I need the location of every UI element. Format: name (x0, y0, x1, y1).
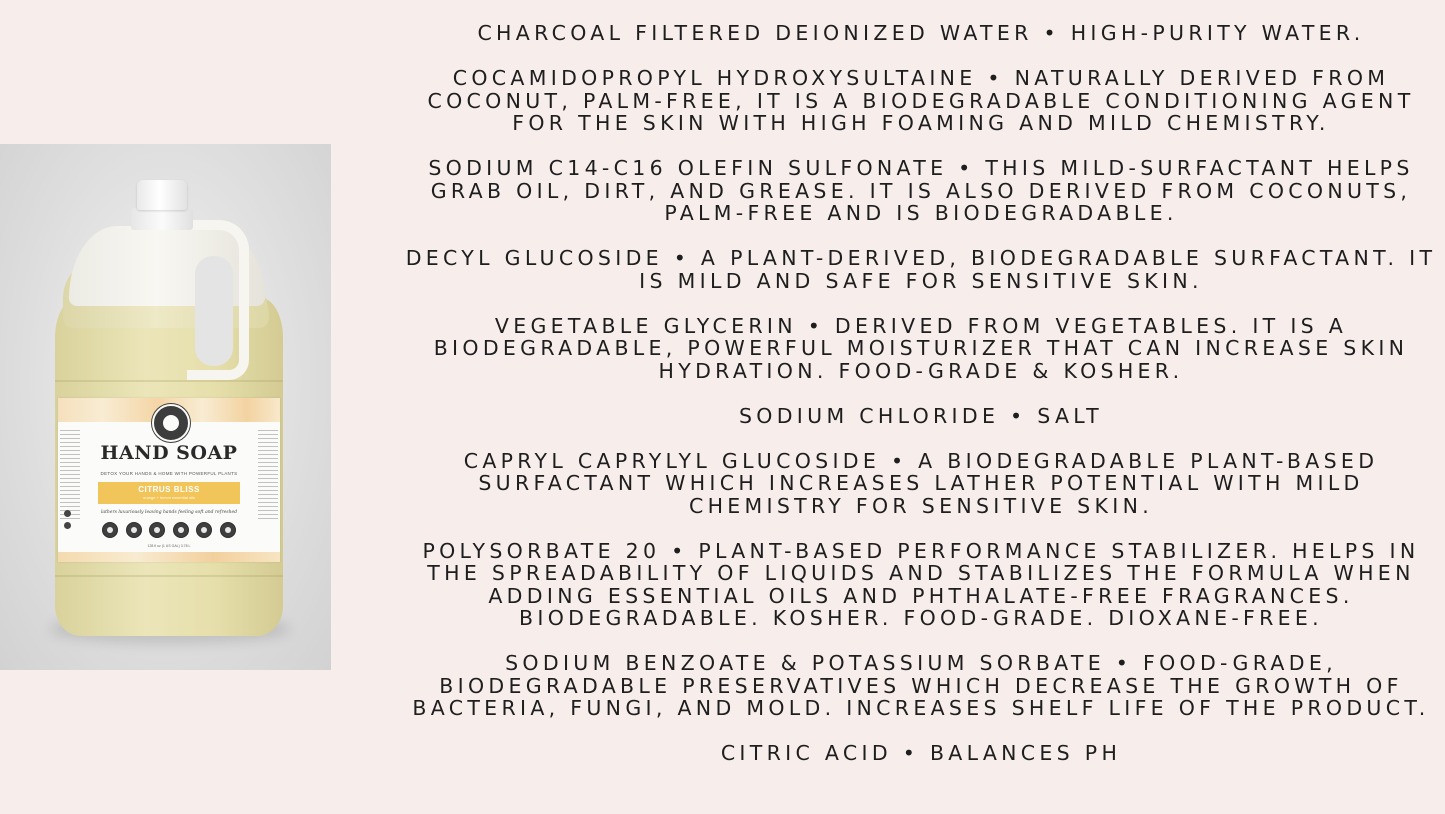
scent-name: CITRUS BLISS (138, 485, 200, 494)
ingredient-item: SODIUM BENZOATE & POTASSIUM SORBATE • FOOD-GRADE, BIODEGRADABLE PRESERVATIVES WHICH DECREASE THE GROWTH OF BACTERIA, FUNGI, AND MOLD. INCREASES SHELF LIFE OF THE PRODUCT. (412, 651, 1430, 720)
badge-icon (220, 522, 236, 538)
jug-rib (55, 575, 283, 577)
ingredient-item: DECYL GLUCOSIDE • A PLANT-DERIVED, BIODEGRADABLE SURFACTANT. IT IS MILD AND SAFE FOR SENSITIVE SKIN. (405, 246, 1437, 293)
ingredient-item: CITRIC ACID • BALANCES PH (720, 741, 1122, 765)
product-label (58, 398, 280, 562)
ingredient-item: CHARCOAL FILTERED DEIONIZED WATER • HIGH-PURITY WATER. (477, 21, 1365, 45)
badge-icon (102, 522, 118, 538)
jug-cap (137, 180, 187, 210)
product-photo (0, 144, 331, 670)
badge-icon (196, 522, 212, 538)
label-description: lathers luxuriously leaving hands feeling soft and refreshed (100, 510, 238, 515)
label-tagline: DETOX YOUR HANDS & HOME WITH POWERFUL PLANTS (100, 471, 238, 476)
scent-subtitle: orange + lemon essential oils (143, 495, 195, 500)
badge-icon (149, 522, 165, 538)
brand-seal-logo (152, 404, 190, 442)
scent-band (98, 482, 240, 504)
ingredient-item: CAPRYL CAPRYLYL GLUCOSIDE • A BIODEGRADABLE PLANT-BASED SURFACTANT WHICH INCREASES LATHER POTENTIAL WITH MILD CHEMISTRY FOR SENSITIVE SKIN. (463, 448, 1379, 518)
jug-handle (187, 220, 249, 380)
badge-icon (173, 522, 189, 538)
ingredient-item: POLYSORBATE 20 • PLANT-BASED PERFORMANCE STABILIZER. HELPS IN THE SPREADABILITY OF LIQUIDS AND STABILIZES THE FORMULA WHEN ADDING ESSENTIAL OILS AND PHTHALATE-FREE FRAGRANCES. BIODEGRADABLE. KOSHER. FOOD-GRADE. DIOXANE-FREE. (422, 538, 1420, 630)
label-title: HAND SOAP (100, 442, 238, 464)
label-side-icon (64, 522, 71, 529)
ingredient-item: SODIUM C14-C16 OLEFIN SULFONATE • THIS MILD-SURFACTANT HELPS GRAB OIL, DIRT, AND GREASE. IT IS ALSO DERIVED FROM COCONUTS, PALM-FREE AND IS BIODEGRADABLE. (428, 156, 1414, 225)
label-fruit-band-bottom (58, 552, 280, 562)
jug-neck (131, 208, 193, 230)
ingredient-item: SODIUM CHLORIDE • SALT (738, 403, 1104, 428)
badge-icon (126, 522, 142, 538)
label-volume: 128 fl oz (1 US GAL) 3.78 L (147, 544, 191, 548)
label-badges (102, 522, 236, 538)
ingredient-item: VEGETABLE GLYCERIN • DERIVED FROM VEGETABLES. IT IS A BIODEGRADABLE, POWERFUL MOISTURIZER THAT CAN INCREASE SKIN HYDRATION. FOOD-GRADE & KOSHER. (433, 313, 1409, 383)
ingredient-list (398, 22, 1444, 787)
soap-jug (55, 180, 283, 636)
ingredient-item: COCAMIDOPROPYL HYDROXYSULTAINE • NATURALLY DERIVED FROM COCONUT, PALM-FREE, IT IS A BIODEGRADABLE CONDITIONING AGENT FOR THE SKIN WITH HIGH FOAMING AND MILD CHEMISTRY. (427, 66, 1415, 135)
jug-rib (55, 380, 283, 382)
